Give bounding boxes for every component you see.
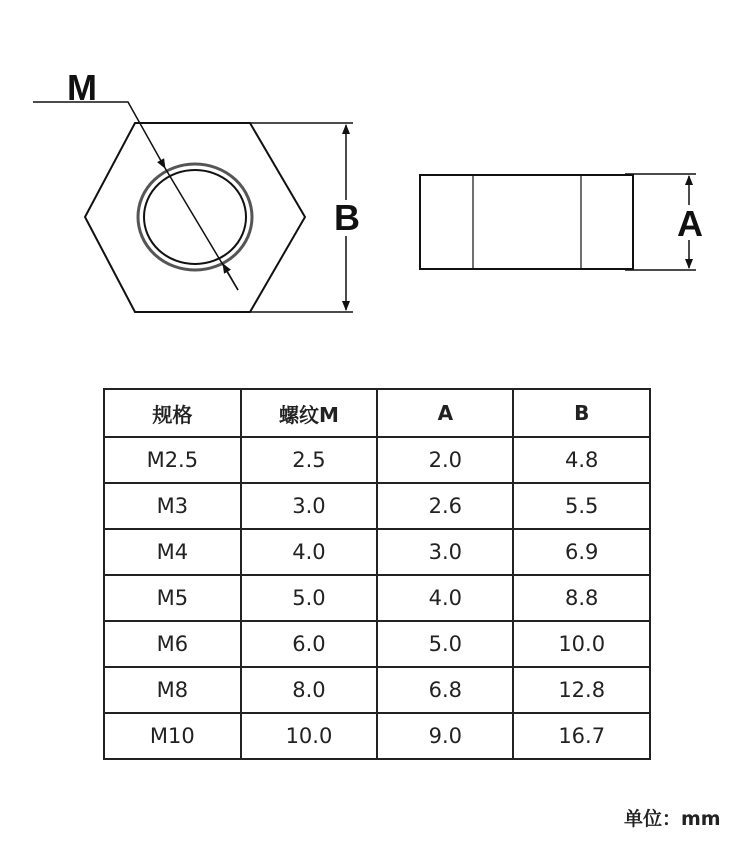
cell-spec: M5: [104, 575, 241, 621]
cell-spec: M6: [104, 621, 241, 667]
header-spec: 规格: [104, 389, 241, 437]
cell-a: 4.0: [377, 575, 513, 621]
cell-a: 6.8: [377, 667, 513, 713]
table-row: [104, 437, 650, 483]
front-view: [33, 102, 305, 312]
cell-thread-m: 5.0: [241, 575, 378, 621]
m-leader-line: [33, 102, 165, 168]
header-b: B: [513, 389, 650, 437]
cell-spec: M3: [104, 483, 241, 529]
unit-label: 单位：mm: [624, 808, 721, 830]
header-thread-m: 螺纹M: [241, 389, 378, 437]
cell-thread-m: 6.0: [241, 621, 378, 667]
header-a: A: [377, 389, 513, 437]
cell-thread-m: 3.0: [241, 483, 378, 529]
table-row: [104, 667, 650, 713]
table-row: [104, 713, 650, 759]
cell-a: 2.0: [377, 437, 513, 483]
side-view: [420, 175, 633, 269]
cell-spec: M10: [104, 713, 241, 759]
cell-b: 16.7: [513, 713, 650, 759]
cell-spec: M2.5: [104, 437, 241, 483]
cell-thread-m: 8.0: [241, 667, 378, 713]
b-label: B: [334, 197, 360, 238]
cell-thread-m: 4.0: [241, 529, 378, 575]
cell-thread-m: 2.5: [241, 437, 378, 483]
m-label: M: [67, 67, 97, 108]
cell-thread-m: 10.0: [241, 713, 378, 759]
cell-b: 8.8: [513, 575, 650, 621]
cell-spec: M4: [104, 529, 241, 575]
table-row: [104, 529, 650, 575]
hex-nut-drawing: [0, 0, 750, 340]
cell-a: 2.6: [377, 483, 513, 529]
cell-b: 12.8: [513, 667, 650, 713]
cell-b: 10.0: [513, 621, 650, 667]
cell-b: 4.8: [513, 437, 650, 483]
table-row: [104, 575, 650, 621]
cell-spec: M8: [104, 667, 241, 713]
table-row: [104, 621, 650, 667]
a-label: A: [677, 203, 703, 244]
table-row: [104, 483, 650, 529]
cell-a: 5.0: [377, 621, 513, 667]
table-header-row: [104, 389, 650, 437]
cell-a: 9.0: [377, 713, 513, 759]
cell-b: 5.5: [513, 483, 650, 529]
cell-a: 3.0: [377, 529, 513, 575]
spec-table: [103, 388, 651, 760]
cell-b: 6.9: [513, 529, 650, 575]
